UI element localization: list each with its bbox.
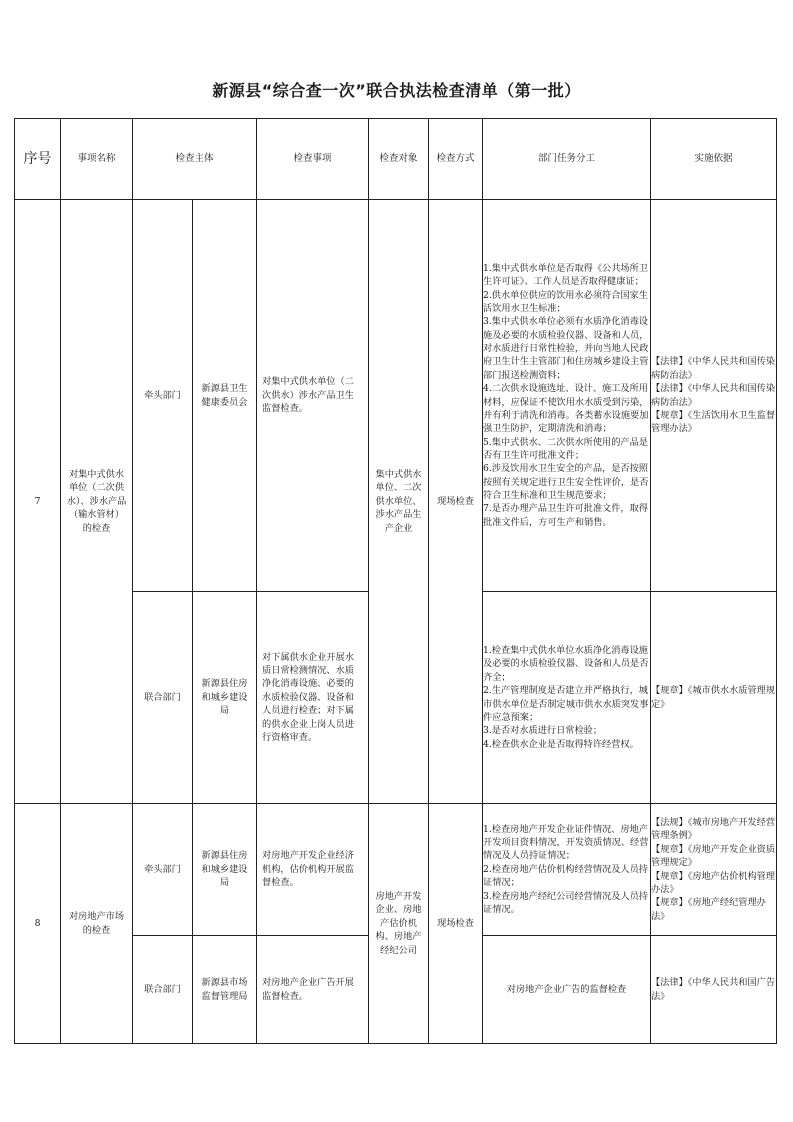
task-item: 1.检查房地产开发企业证件情况、房地产开发项目资料情况，开发资质情况、经营情况及人员持证情况； xyxy=(483,823,649,862)
table-row xyxy=(15,200,777,592)
basis-item: 【法律】《中华人民共和国传染病防治法》 xyxy=(651,356,776,381)
basis-item: 【规章】《房地产开发企业资质管理规定》 xyxy=(651,843,776,869)
basis-list xyxy=(651,200,777,592)
header-subject: 检查主体 xyxy=(133,119,257,200)
basis-item: 【规章】《城市供水水质管理规定》 xyxy=(651,685,776,710)
row-item-name: 对集中式供水单位（二次供水）、涉水产品（输水管材）的检查 xyxy=(66,469,127,534)
task-item: 2.生产管理制度是否建立并严格执行，城市供水单位是否制定城市供水水质突发事件应急预案； xyxy=(483,685,649,723)
task-item: 4.检查供水企业是否取得特许经营权。 xyxy=(483,738,639,750)
task-item: 1.集中式供水单位是否取得《公共场所卫生许可证》、工作人员是否取得健康证； xyxy=(483,263,648,288)
inspection-matter: 对集中式供水单位（二次供水）涉水产品卫生监督检查。 xyxy=(262,376,354,415)
task-item: 5.集中式供水、二次供水所使用的产品是否有卫生许可批准文件； xyxy=(483,436,648,461)
header-target: 检查对象 xyxy=(369,119,429,200)
header-seq: 序号 xyxy=(15,119,61,200)
role-label: 牵头部门 xyxy=(133,804,193,936)
role-label: 牵头部门 xyxy=(133,200,193,592)
department-name: 新源县住房和城乡建设局 xyxy=(201,678,248,717)
task-list xyxy=(483,200,651,592)
role-label: 联合部门 xyxy=(133,936,193,1044)
header-row xyxy=(15,119,777,200)
basis-list xyxy=(651,592,777,804)
task-list xyxy=(483,936,651,1044)
header-item: 事项名称 xyxy=(61,119,133,200)
inspection-method: 现场检查 xyxy=(429,200,483,804)
task-list xyxy=(483,804,651,936)
task-item: 3.是否对水质进行日常检验； xyxy=(483,725,603,737)
task-item: 7.是否办理产品卫生许可批准文件，取得批准文件后，方可生产和销售。 xyxy=(483,503,648,528)
task-item: 对房地产企业广告的监督检查 xyxy=(506,983,627,995)
inspection-matter: 对房地产企业广告开展监督检查。 xyxy=(262,977,354,1002)
header-matter: 检查事项 xyxy=(257,119,369,200)
department-name: 新源县卫生健康委员会 xyxy=(201,383,248,408)
header-tasks: 部门任务分工 xyxy=(483,119,651,200)
header-method: 检查方式 xyxy=(429,119,483,200)
row-seq: 7 xyxy=(15,200,61,804)
inspection-method: 现场检查 xyxy=(429,804,483,1044)
basis-item: 【规章】《房地产经纪管理办法》 xyxy=(651,897,766,922)
task-item: 3.集中式供水单位必须有水质净化消毒设施及必要的水质检验仪器、设备和人员，对水质进行日常性检验，并向当地人民政府卫生计生主管部门和住房城乡建设主管部门报送检测资料； xyxy=(483,316,649,381)
basis-item: 【法律】《中华人民共和国广告法》 xyxy=(651,977,776,1002)
basis-item: 【法律】《中华人民共和国传染病防治法》 xyxy=(651,383,776,408)
department-name: 新源县市场监督管理局 xyxy=(201,977,248,1002)
inspection-target: 集中式供水单位、二次供水单位、涉水产品生产企业 xyxy=(375,469,422,534)
task-item: 1.检查集中式供水单位水质净化消毒设施及必要的水质检验仪器、设备和人员是否齐全； xyxy=(483,645,649,683)
basis-list xyxy=(651,936,777,1044)
task-list xyxy=(483,592,651,804)
role-label: 联合部门 xyxy=(133,592,193,804)
table-row xyxy=(15,804,777,936)
inspection-table xyxy=(14,118,777,1044)
task-item: 2.检查房地产估价机构经营情况及人员持证情况； xyxy=(483,863,648,889)
inspection-matter: 对下属供水企业开展水质日常检测情况、水质净化消毒设施、必要的水质检验仪器、设备和人员进行检查；对下属的供水企业上岗人员进行资格审查。 xyxy=(262,651,354,743)
basis-item: 【法规】《城市房地产开发经营管理条例》 xyxy=(651,817,776,842)
row-item-name: 对房地产市场的检查 xyxy=(68,911,125,936)
page-title: 新源县“综合查一次”联合执法检查清单（第一批） xyxy=(212,81,581,100)
task-item: 6.涉及饮用水卫生安全的产品，是否按照按照有关规定进行卫生安全性评价，是否符合卫生标准和卫生规范要求； xyxy=(483,463,649,501)
basis-item: 【规章】《房地产估价机构管理办法》 xyxy=(651,870,776,895)
task-item: 2.供水单位供应的饮用水必须符合国家生活饮用水卫生标准； xyxy=(483,289,648,315)
inspection-target: 房地产开发企业、房地产估价机构、房地产经纪公司 xyxy=(375,891,422,956)
row-seq: 8 xyxy=(15,804,61,1044)
basis-list xyxy=(651,804,777,936)
inspection-matter: 对房地产开发企业经济机构，估价机构开展监督检查。 xyxy=(262,850,354,889)
task-item: 3.检查房地产经纪公司经营情况及人员持证情况。 xyxy=(483,890,648,915)
header-basis: 实施依据 xyxy=(651,119,777,200)
basis-item: 【规章】《生活饮用水卫生监督管理办法》 xyxy=(651,409,776,435)
department-name: 新源县住房和城乡建设局 xyxy=(201,850,248,889)
task-item: 4.二次供水设施选址、设计、施工及所用材料，应保证不使饮用水水质受到污染，并有利于清洗和消毒。各类蓄水设施要加强卫生防护，定期清洗和消毒； xyxy=(483,383,649,435)
